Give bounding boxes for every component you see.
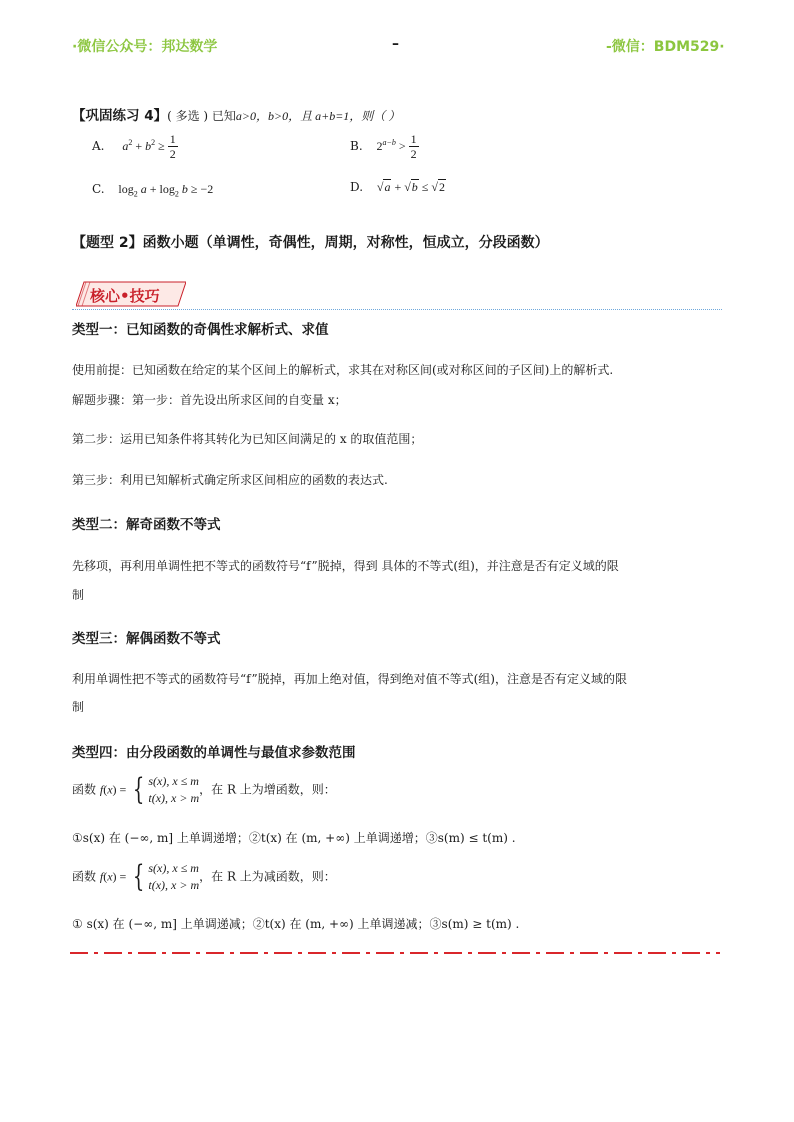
exercise-stem-cond: a>0，b>0，且 a+b=1，则（ ） bbox=[235, 109, 401, 123]
option-c: C. $\log_2 a + \log_2 b \ge -2$ bbox=[92, 182, 214, 199]
option-a: A. $a^2 + b^2$ ≥ $\frac{1}{2}$ bbox=[92, 132, 176, 161]
header-left: ·微信公众号：邦达数学 bbox=[72, 39, 218, 55]
fraction-half: $\frac{1}{2}$ bbox=[410, 132, 417, 161]
option-b: B. $2^{a-b}$ > $\frac{1}{2}$ bbox=[350, 132, 417, 161]
option-b-letter: B. bbox=[350, 139, 363, 153]
option-d-letter: D. bbox=[350, 180, 364, 194]
piecewise-increasing: 函数 f(x) = { s(x), x ≤ m t(x), x > m ，在 R 上为增函数，则： bbox=[72, 772, 336, 807]
section-1-para-4: 第三步：利用已知解析式确定所求区间相应的函数的表达式. bbox=[72, 473, 388, 487]
section-4-title: 类型四：由分段函数的单调性与最值求参数范围 bbox=[72, 745, 356, 761]
option-d: D. √a + √b ≤ √2 bbox=[350, 180, 445, 194]
header-center: – bbox=[392, 36, 399, 52]
section-1-para-1: 使用前提：已知函数在给定的某个区间上的解析式，求其在对称区间(或对称区间的子区间)上的解析式. bbox=[72, 363, 614, 377]
increasing-conditions: ①s(x) 在 (−∞, m] 上单调递增；②t(x) 在 (m, +∞) 上单调递增；③s(m) ≤ t(m) . bbox=[72, 831, 516, 845]
section-1-title: 类型一：已知函数的奇偶性求解析式、求值 bbox=[72, 322, 329, 338]
section-3-para-1: 利用单调性把不等式的函数符号“f”脱掉，再加上绝对值，得到绝对值不等式(组)，注意是否有定义域的限 bbox=[72, 672, 627, 686]
section-1-para-2: 解题步骤：第一步：首先设出所求区间的自变量 x； bbox=[72, 393, 347, 407]
section-2-para-1: 先移项，再利用单调性把不等式的函数符号“f”脱掉，得到 具体的不等式(组)，并注意是否有定义域的限 bbox=[72, 559, 619, 573]
section-3-para-2: 制 bbox=[72, 700, 85, 714]
piecewise-decreasing: 函数 f(x) = { s(x), x ≤ m t(x), x > m ，在 R 上为减函数，则： bbox=[72, 859, 336, 894]
banner-underline bbox=[72, 309, 722, 310]
section-divider bbox=[70, 948, 720, 958]
option-c-letter: C. bbox=[92, 182, 105, 196]
exercise-stem bbox=[72, 104, 400, 124]
option-a-letter: A. bbox=[92, 139, 105, 153]
section-2-title: 类型二：解奇函数不等式 bbox=[72, 517, 221, 533]
section-2-para-2: 制 bbox=[72, 588, 85, 602]
section-3-title: 类型三：解偶函数不等式 bbox=[72, 631, 221, 647]
fraction-half: $\frac{1}{2}$ bbox=[169, 132, 176, 161]
topic-title: 【题型 2】函数小题（单调性，奇偶性，周期，对称性，恒成立，分段函数） bbox=[72, 235, 549, 251]
exercise-stem-pre: ( 多选 ) 已知 bbox=[167, 109, 236, 123]
header-right: -微信：BDM529· bbox=[606, 39, 725, 55]
section-1-para-3: 第二步：运用已知条件将其转化为已知区间满足的 x 的取值范围； bbox=[72, 432, 423, 446]
banner-text: 核心•技巧 bbox=[90, 287, 160, 305]
piecewise-cases: s(x), x ≤ m t(x), x > m bbox=[148, 861, 200, 892]
decreasing-conditions: ① s(x) 在 (−∞, m] 上单调递减；②t(x) 在 (m, +∞) 上单调递减；③s(m) ≥ t(m) . bbox=[72, 917, 520, 931]
exercise-label: 【巩固练习 4】 bbox=[72, 108, 168, 124]
piecewise-cases: s(x), x ≤ m t(x), x > m bbox=[148, 774, 200, 805]
